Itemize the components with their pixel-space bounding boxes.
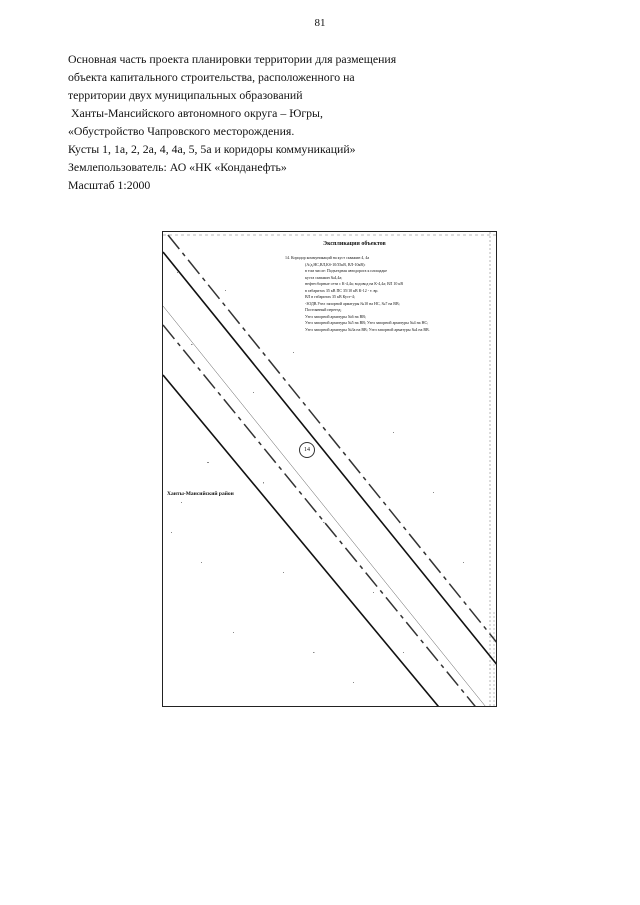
legend-item: Постоянный переезд; <box>305 307 342 312</box>
legend-item: ВЛ в габаритах 35 кВ Куст-4; <box>305 294 356 299</box>
corridor-center-line <box>163 306 497 707</box>
district-label: Ханты-Мансийский район <box>167 491 234 497</box>
header-line-5: «Обустройство Чапровского месторождения. <box>68 124 295 138</box>
page-number: 81 <box>314 17 326 29</box>
document-header <box>68 50 508 194</box>
header-line-6: Кусты 1, 1а, 2, 2а, 4, 4а, 5, 5а и коридоры коммуникаций» <box>68 142 356 156</box>
corridor-boundary-lower <box>163 325 488 707</box>
planning-map <box>162 231 497 707</box>
legend-item: (А/д,НС,ВЛ,Кб-10/35кВ, ВЛ-10кВ): <box>305 261 366 267</box>
header-line-2: объекта капитального строительства, расположенного на <box>68 70 355 84</box>
legend-item: в том числе: Подъездная автодорога к площадке <box>305 268 388 273</box>
header-line-3: территории двух муниципальных образований <box>68 88 303 102</box>
legend-item: Узел запорной арматуры №5 на ВВ; Узел запорной арматуры №4 на НС; <box>305 320 429 325</box>
header-line-7: Землепользователь: АО «НК «Конданефть» <box>68 160 287 174</box>
legend-item: Узел запорной арматуры №6 на ВВ; <box>305 313 367 319</box>
legend-item: куста скважин №4,4а; <box>305 274 343 280</box>
legend-title: Экспликация объектов <box>323 241 386 247</box>
map-speckles <box>171 272 464 683</box>
legend-item: 14. Коридор коммуникаций на куст скважин 4, 4а <box>285 255 370 260</box>
header-line-8: Масштаб 1:2000 <box>68 178 151 192</box>
legend-item: в габаритах 35 кВ ПС 35/10 кВ К-12 - т. вр. <box>305 287 379 293</box>
header-line-1: Основная часть проекта планировки территории для размещения <box>68 52 397 66</box>
legend-item: -ЗОДВ.Узел запорной арматуры №10 на НС, №7 на ВВ; <box>305 300 400 306</box>
legend-item: Узел запорной арматуры №3а на ВВ; Узел запорной арматуры №4 на ВВ. <box>305 326 430 332</box>
legend-list <box>285 255 495 333</box>
header-line-4: Ханты-Мансийского автономного округа – Югры, <box>68 106 323 120</box>
object-number-marker: 14 <box>299 442 315 458</box>
legend-item: нефтесборные сети с К-4,4а; водовод на К-4,4а; ВЛ 10 кВ <box>305 281 403 286</box>
